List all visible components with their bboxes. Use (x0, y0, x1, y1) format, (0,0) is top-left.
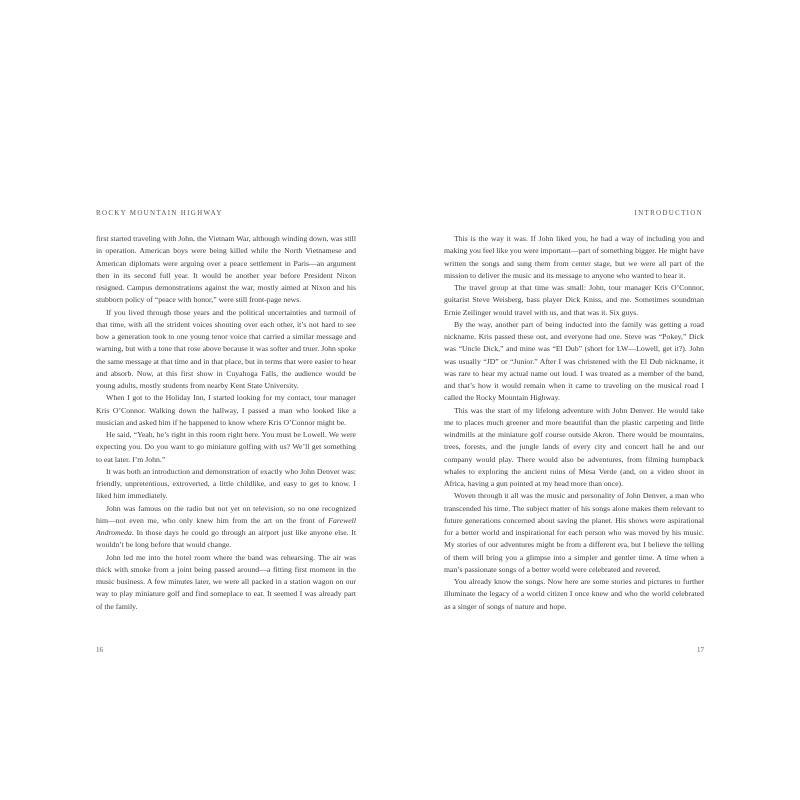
page-number: 17 (697, 646, 704, 654)
running-head: INTRODUCTION (634, 209, 703, 217)
paragraph: If you lived through those years and the political uncertainties and turmoil of that time, with all the strident voices shouting over each other, it’s not hard to see how a generation took to one young tenor voice that carried a similar message and warning, but with a tone that rose above because it was softer and truer. John spoke the same message at that time and in that place, but in terms that were easier to hear and absorb. Now, at this first show in Cuyahoga Falls, the audience would be young adults, mostly students from nearby Kent State University. (96, 307, 356, 390)
right-page (400, 0, 800, 800)
paragraph: When I got to the Holiday Inn, I started looking for my contact, tour manager Kris O’Connor. Walking down the hallway, I passed a man who looked like a musician and asked him if he happened to know where Kris O’Connor might be. (96, 393, 356, 427)
body-text (444, 233, 704, 613)
paragraph-text: John was famous on the radio but not yet on television, so no one recognized him—not even me, who only knew him from the art on the front of (96, 503, 356, 525)
page-number: 16 (96, 646, 103, 654)
paragraph (96, 503, 356, 552)
paragraph: John led me into the hotel room where the band was rehearsing. The air was thick with smoke from a joint being passed around—a fitting first moment in the music business. A few minutes later, we were all packed in a station wagon on our way to play miniature golf and find someplace to eat. It seemed I was already part of the family. (96, 552, 356, 611)
paragraph: The travel group at that time was small: John, tour manager Kris O’Connor, guitarist Steve Weisberg, bass player Dick Kniss, and me. Sometimes soundman Ernie Zeilinger would travel with us, and that was it. Six guys. (444, 283, 704, 317)
paragraph: This was the start of my lifelong adventure with John Denver. He would take me to places much greener and more beautiful than the plastic carpeting and little windmills at the miniature golf course outside Akron. There would be mountains, trees, forests, and the jungle lands of every city and concert hall he and our company would play. There would also be adventures, from filming humpback whales to exploring the ancient ruins of Mesa Verde (and, on a video shoot in Africa, having a gun pointed at my head more than once). (444, 405, 704, 488)
running-head: ROCKY MOUNTAIN HIGHWAY (96, 209, 223, 217)
paragraph: By the way, another part of being inducted into the family was getting a road nickname. Kris passed these out, and everyone had one. Steve was “Pokey,” Dick was “Uncle Dick,” and mine was “El Dub” (short for LW—Lowell, get it?). John was usually “JD” or “Junior.” After I was christened with the El Dub nickname, it was rare to hear my actual name out loud. I was treated as a member of the band, and that’s how it would remain when it came to traveling on the musical road I called the Rocky Mountain Highway. (444, 319, 704, 403)
paragraph: first started traveling with John, the Vietnam War, although winding down, was still in operation. American boys were being killed while the North Vietnamese and American diplomats were arguing over a peace settlement in Paris—an argument then in its second full year. It would be another year before President Nixon resigned. Campus demonstrations against the war, mostly aimed at Nixon and his stubborn policy of “peace with honor,” were still front-page news. (96, 234, 356, 305)
paragraph: He said, “Yeah, he’s right in this room right here. You must be Lowell. We were expecting you. Do you want to go miniature golfing with us? We’ll get something to eat later. I’m John.” (96, 430, 356, 464)
paragraph: Woven through it all was the music and personality of John Denver, a man who transcended his time. The subject matter of his songs alone makes them relevant to future generations concerned about saving the planet. His shows were aspirational for a better world and inspirational for each person who was moved by his music. My stories of our adventures might be from a different era, but I believe the telling of them will bring you a glimpse into a simpler and gentler time. A time when a man’s passionate songs of a better world were celebrated and revered. (444, 491, 704, 574)
body-text (96, 233, 356, 613)
paragraph: You already know the songs. Now here are some stories and pictures to further illuminate the legacy of a world citizen I once knew and who the world celebrated as a singer of songs of nature and hope. (444, 577, 704, 611)
paragraph: This is the way it was. If John liked you, he had a way of including you and making you feel like you were important—part of something bigger. He might have written the songs and sung them from center stage, but we were all part of the mission to deliver the music and its message to anyone who wanted to hear it. (444, 234, 704, 280)
paragraph: It was both an introduction and demonstration of exactly who John Denver was: friendly, unpretentious, extroverted, a little childlike, and easy to get to know. I liked him immediately. (96, 466, 356, 501)
album-title: Farewell Andromeda (96, 515, 356, 537)
paragraph-text: . In those days he could go through an airport just like anyone else. It wouldn’t be long before that would change. (96, 528, 356, 550)
